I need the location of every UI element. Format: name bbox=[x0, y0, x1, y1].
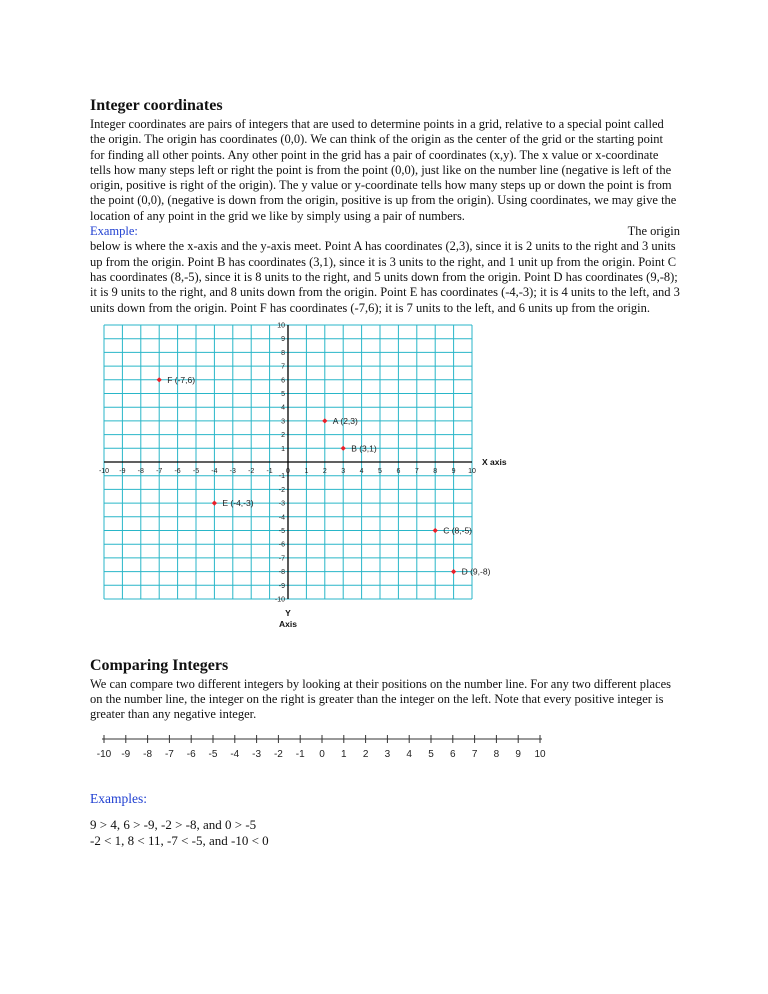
example-line-2: -2 < 1, 8 < 11, -7 < -5, and -10 < 0 bbox=[90, 832, 269, 848]
examples-label: Examples: bbox=[90, 790, 147, 806]
y-tick-label: 2 bbox=[281, 431, 285, 439]
x-tick-label: 9 bbox=[451, 467, 456, 475]
section-title-integer-coordinates: Integer coordinates bbox=[90, 97, 223, 114]
y-tick-label: -5 bbox=[278, 527, 285, 535]
x-tick-label: 5 bbox=[378, 467, 382, 475]
example-start-text: The origin bbox=[627, 224, 680, 239]
number-line-tick-label: 8 bbox=[493, 748, 500, 760]
y-tick-label: 6 bbox=[281, 377, 285, 385]
point-label: F (-7,6) bbox=[167, 374, 196, 385]
x-tick-label: 7 bbox=[414, 467, 419, 475]
y-tick-label: 7 bbox=[281, 363, 285, 371]
number-line-tick-label: -3 bbox=[252, 748, 262, 760]
number-line-tick-label: -10 bbox=[96, 748, 112, 760]
y-tick-label: -4 bbox=[278, 514, 285, 522]
number-line-tick-label: 6 bbox=[450, 748, 456, 760]
section-title-comparing-integers: Comparing Integers bbox=[90, 656, 229, 674]
point-marker bbox=[322, 418, 327, 423]
number-line-tick-label: -7 bbox=[164, 748, 174, 760]
example-line-1: 9 > 4, 6 > -9, -2 > -8, and 0 > -5 bbox=[90, 816, 257, 832]
example-heading-line bbox=[90, 224, 680, 239]
x-tick-label: 6 bbox=[396, 467, 401, 475]
x-tick-label: 8 bbox=[433, 467, 438, 475]
x-tick-label: 4 bbox=[359, 467, 364, 475]
x-tick-label: -6 bbox=[174, 467, 181, 475]
number-line-tick-label: 7 bbox=[471, 748, 478, 760]
number-line bbox=[90, 731, 560, 771]
y-tick-label: -6 bbox=[278, 541, 285, 549]
coordinate-graph bbox=[90, 320, 530, 640]
number-line-tick-label: -1 bbox=[295, 748, 305, 760]
x-tick-label: 1 bbox=[304, 467, 309, 475]
x-tick-label: -7 bbox=[156, 467, 163, 475]
x-tick-label: 0 bbox=[286, 467, 290, 475]
y-tick-label: 9 bbox=[281, 336, 285, 344]
y-tick-label: 10 bbox=[277, 322, 285, 330]
document-page bbox=[90, 96, 680, 849]
point-label: E (-4,-3) bbox=[222, 497, 254, 508]
x-tick-label: -9 bbox=[119, 467, 126, 475]
x-tick-label: -8 bbox=[137, 467, 144, 475]
number-line-tick-label: -2 bbox=[273, 748, 283, 760]
number-line-tick-label: 3 bbox=[384, 748, 391, 760]
point-marker bbox=[433, 528, 438, 533]
number-line-tick-label: -8 bbox=[143, 748, 153, 760]
y-tick-label: -9 bbox=[278, 582, 285, 590]
y-tick-label: -10 bbox=[274, 596, 285, 604]
x-tick-label: 3 bbox=[341, 467, 346, 475]
point-label: C (8,-5) bbox=[443, 525, 473, 536]
y-tick-label: 3 bbox=[281, 418, 285, 426]
coordinate-graph-svg bbox=[90, 320, 530, 640]
comparing-paragraph: We can compare two different integers by looking at their positions on the number line. For any two different places on the number line, the integer on the right is greater than the integer on the left. Note that every positive integer is greater than any negative integer. bbox=[90, 676, 672, 722]
number-line-tick-label: -5 bbox=[208, 748, 218, 760]
y-tick-label: 8 bbox=[281, 349, 285, 357]
number-line-tick-label: 1 bbox=[341, 748, 347, 760]
intro-paragraph: Integer coordinates are pairs of integers that are used to determine points in a grid, relative to a special point called the origin. The origin has coordinates (0,0). We can think of the origin as the center of the grid or the starting point for finding all other points. Any other point in the grid has a pair of coordinates (x,y). The x value or x-coordinate tells how many steps left or right the point is from the point (0,0), just like on the number line (negative is left of the origin, positive is right of the origin). The y value or y-coordinate tells how many steps up or down the point is from the point (0,0), (negative is down from the origin, positive is up from the origin). Using coordinates, we may give the location of any point in the grid we like by simply using a pair of numbers. bbox=[90, 117, 677, 223]
point-label: D (9,-8) bbox=[461, 566, 491, 577]
example-paragraph: below is where the x-axis and the y-axis meet. Point A has coordinates (2,3), since it is 2 units to the right and 3 units up from the origin. Point B has coordinates (3,1), since it is 3 units to the right, and 1 unit up from the origin. Point C has coordinates (8,-5), since it is 8 units to the right, and 5 units down from the origin. Point D has coordinates (9,-8); it is 9 units to the right, and 8 units down from the origin. Point E has coordinates (-4,-3); it is 4 units to the left, and 3 units down from the origin. Point F has coordinates (-7,6); it is 7 units to the left, and 6 units up from the origin. bbox=[90, 239, 680, 315]
y-tick-label: -8 bbox=[278, 568, 285, 576]
x-tick-label: 2 bbox=[322, 467, 327, 475]
x-tick-label: -2 bbox=[248, 467, 255, 475]
x-tick-label: -1 bbox=[266, 467, 273, 475]
example-label: Example: bbox=[90, 224, 138, 239]
number-line-tick-label: -9 bbox=[121, 748, 131, 760]
point-label: A (2,3) bbox=[332, 415, 358, 426]
y-tick-label: -2 bbox=[278, 486, 285, 494]
y-tick-label: 4 bbox=[281, 404, 285, 412]
x-axis-label: X axis bbox=[482, 456, 507, 467]
y-axis-label: Y bbox=[285, 607, 291, 618]
number-line-tick-label: 10 bbox=[534, 748, 546, 760]
point-label: B (3,1) bbox=[351, 443, 377, 454]
x-tick-label: -5 bbox=[192, 467, 200, 475]
y-tick-label: -1 bbox=[278, 473, 285, 481]
x-tick-label: 10 bbox=[468, 467, 476, 475]
y-tick-label: -3 bbox=[278, 500, 285, 508]
point-marker bbox=[341, 446, 346, 451]
y-tick-label: -7 bbox=[278, 555, 285, 563]
number-line-svg bbox=[90, 731, 560, 771]
number-line-tick-label: -4 bbox=[230, 748, 240, 760]
y-axis-label-axis: Axis bbox=[279, 618, 297, 629]
x-tick-label: -4 bbox=[211, 467, 218, 475]
number-line-tick-label: 4 bbox=[406, 748, 412, 760]
y-tick-label: 1 bbox=[281, 445, 285, 453]
number-line-tick-label: 5 bbox=[428, 748, 434, 760]
number-line-tick-label: 9 bbox=[515, 748, 521, 760]
number-line-tick-label: 2 bbox=[362, 748, 369, 760]
x-tick-label: -10 bbox=[98, 467, 110, 475]
examples-list bbox=[90, 817, 680, 849]
point-marker bbox=[212, 500, 217, 505]
x-tick-label: -3 bbox=[229, 467, 236, 475]
point-marker bbox=[451, 569, 456, 574]
y-tick-label: 5 bbox=[281, 390, 285, 398]
point-marker bbox=[157, 377, 162, 382]
number-line-tick-label: 0 bbox=[319, 748, 325, 760]
number-line-tick-label: -6 bbox=[186, 748, 196, 760]
